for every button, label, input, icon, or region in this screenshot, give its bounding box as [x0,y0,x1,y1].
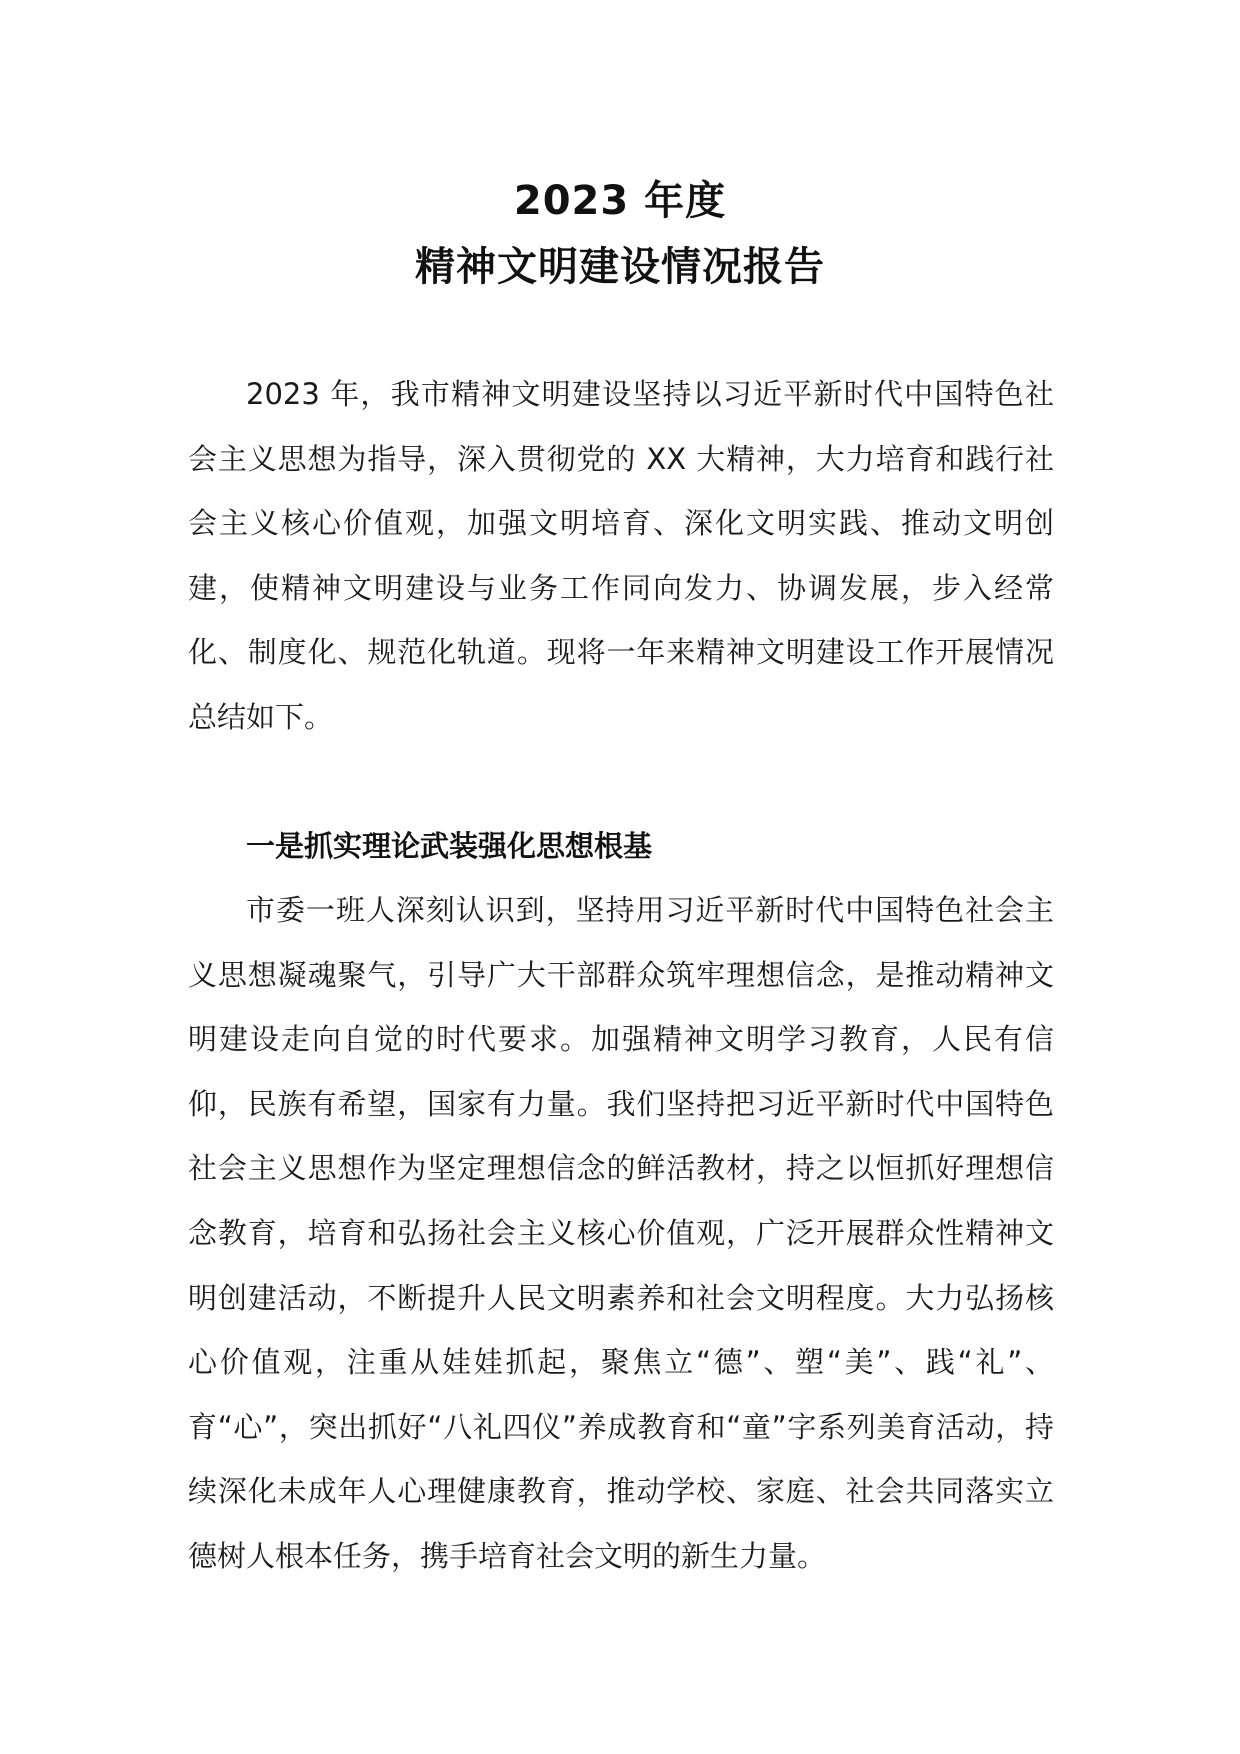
title-year: 2023 年度 [513,178,727,224]
section-paragraph: 市委一班人深刻认识到，坚持用习近平新时代中国特色社会主义思想凝魂聚气，引导广大干部群众筑牢理想信念，是推动精神文明建设走向自觉的时代要求。加强精神文明学习教育，人民有信仰，民族有希望，国家有力量。我们坚持把习近平新时代中国特色社会主义思想作为坚定理想信念的鲜活教材，持之以恒抓好理想信念教育，培育和弘扬社会主义核心价值观，广泛开展群众性精神文明创建活动，不断提升人民文明素养和社会文明程度。大力弘扬核心价值观，注重从娃娃抓起，聚焦立“德”、塑“美”、践“礼”、育“心”，突出抓好“八礼四仪”养成教育和“童”字系列美育活动，持续深化未成年人心理健康教育，推动学校、家庭、社会共同落实立德树人根本任务，携手培育社会文明的新生力量。 [188,893,1054,1573]
document-title [0,168,1240,300]
intro-paragraph: 2023 年，我市精神文明建设坚持以习近平新时代中国特色社会主义思想为指导，深入贯彻党的 XX 大精神，大力培育和践行社会主义核心价值观，加强文明培育、深化文明实践、推动文明创建，使精神文明建设与业务工作同向发力、协调发展，步入经常化、制度化、规范化轨道。现将一年来精神文明建设工作开展情况总结如下。 [188,377,1054,734]
title-subject: 精神文明建设情况报告 [415,244,825,290]
section-heading: 一是抓实理论武装强化思想根基 [246,829,653,863]
